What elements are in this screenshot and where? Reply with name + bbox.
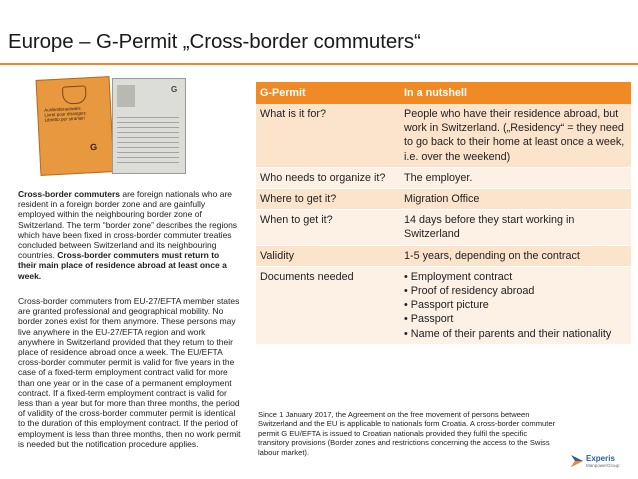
term-bold: Cross-border commuters xyxy=(18,189,121,199)
definition-text: are foreign nationals who are resident in a foreign border zone and are gainfully employed within the neighbouring border zone of Switzerland. The term “border zone” describes the regions which have been fixed in cross-border commuter treaties concluded between Switzerland and its neighbouring countries. xyxy=(18,189,238,261)
row-value: 14 days before they start working in Switzerland xyxy=(400,210,631,245)
row-value: 1-5 years, depending on the contract xyxy=(400,245,631,266)
row-label: When to get it? xyxy=(256,210,400,245)
page-title: Europe – G-Permit „Cross-border commuters“ xyxy=(8,30,421,53)
card-letter: G xyxy=(89,141,98,153)
id-photo-placeholder xyxy=(117,85,135,107)
table-row xyxy=(256,245,631,266)
table-row xyxy=(256,266,631,344)
experis-mark-icon xyxy=(570,454,584,468)
list-item: • Name of their parents and their nationality xyxy=(404,327,627,341)
documents-list xyxy=(404,270,627,341)
g-permit-card-open-image xyxy=(112,78,186,174)
list-item: • Passport picture xyxy=(404,298,627,312)
row-value xyxy=(400,266,631,344)
eu-efta-paragraph: Cross-border commuters from EU-27/EFTA member states are granted professional and geographical mobility. No border zones exist for them anymore. These persons may live anywhere in the EU-27/EFTA region and work anywhere in Switzerland provided that they return to their place of residence abroad once a week. The EU/EFTA cross-border commuter permit is valid for five years in the case of a fixed-term employment contract valid for more than one year or in the case of a permanent employment contract. If a fixed-term employment contract is valid for less than a year but for more than three months, the period of validity of the cross-border commuter permit is identical to the duration of this employment contract. If the period of employment is less than three months, then no work permit is needed but the notification procedure applies. xyxy=(18,296,241,449)
swiss-crest-icon xyxy=(62,85,87,104)
return-rule-bold: Cross-border commuters must return to their main place of residence abroad at least once a week. xyxy=(18,250,227,281)
title-divider xyxy=(0,63,638,65)
card-letter: G xyxy=(171,85,178,94)
row-value: Migration Office xyxy=(400,189,631,210)
row-value: People who have their residence abroad, but work in Switzerland. („Residency“ = they need to go back to their home at least once a week, i.e. over the weekend) xyxy=(400,104,631,167)
card-text: Ausländerausweis Livret pour étrangers Libretto per stranieri xyxy=(43,105,87,123)
row-label: Where to get it? xyxy=(256,189,400,210)
header-g-permit: G-Permit xyxy=(256,82,400,104)
row-value: The employer. xyxy=(400,167,631,188)
experis-logo xyxy=(570,452,634,472)
g-permit-card-image xyxy=(36,76,115,176)
row-label: Documents needed xyxy=(256,266,400,344)
table-row xyxy=(256,104,631,167)
list-item: • Passport xyxy=(404,312,627,326)
g-permit-table xyxy=(256,82,631,345)
logo-name: Experis xyxy=(586,454,615,463)
list-item: • Proof of residency abroad xyxy=(404,284,627,298)
header-nutshell: In a nutshell xyxy=(400,82,631,104)
card-lines xyxy=(117,113,179,165)
table-row xyxy=(256,189,631,210)
croatia-footnote: Since 1 January 2017, the Agreement on the free movement of persons between Switzerland and the EU is applicable to nationals form Croatia. A cross-border commuter permit G EU/EFTA is issued to Croatian nationals provided they fulfil the specific transitory provisions (Border zones and restrictions concerning the access to the Swiss labour market). xyxy=(258,410,556,457)
row-label: Who needs to organize it? xyxy=(256,167,400,188)
list-item: • Employment contract xyxy=(404,270,627,284)
table-row xyxy=(256,210,631,245)
row-label: Validity xyxy=(256,245,400,266)
table-header xyxy=(256,82,631,104)
logo-sub: ManpowerGroup xyxy=(586,463,620,468)
row-label: What is it for? xyxy=(256,104,400,167)
table-row xyxy=(256,167,631,188)
definition-paragraph xyxy=(18,189,238,281)
